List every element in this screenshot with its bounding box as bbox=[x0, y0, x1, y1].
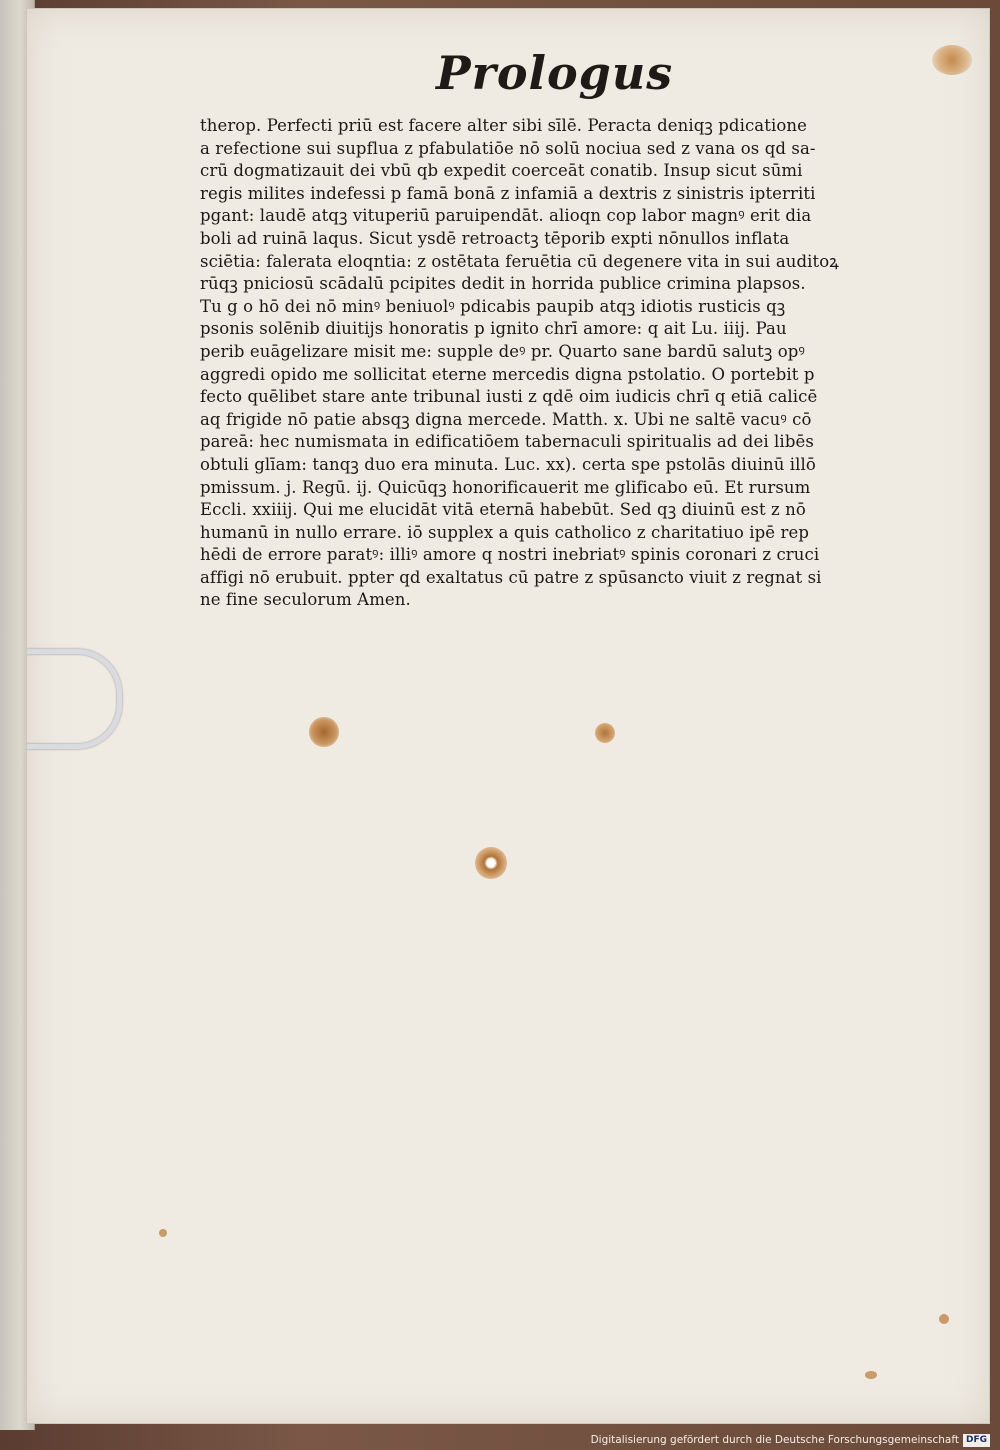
text-line: pmissum. j. Regū. ij. Quicūqꝫ honorificauerit me glificabo eū. Et rursum bbox=[200, 477, 811, 497]
text-line: pareā: hec numismata in edificatiōem tabernaculi spiritualis ad dei libēs bbox=[200, 432, 814, 452]
paper-clip bbox=[26, 649, 122, 749]
text-line: obtuli glīam: tanqꝫ duo era minuta. Luc. xx). certa spe pstolās diuinū illō bbox=[200, 454, 816, 474]
text-line: rūqꝫ pniciosū scādalū pcipites dedit in horrida publice crimina plapsos. bbox=[200, 274, 806, 294]
foxing-spot bbox=[939, 1314, 949, 1324]
text-line: ne fine seculorum Amen. bbox=[200, 590, 411, 610]
text-line: sciētia: falerata eloqntia: z ostētata feruētia cū degenere vita in sui auditoꝝ bbox=[200, 251, 839, 271]
text-line: crū dogmatizauit dei vbū qb expedit coerceāt conatib. Insup sicut sūmi bbox=[200, 161, 803, 181]
text-line: psonis solēnib diuitijs honoratis p ignito chrī amore: q ait Lu. iiij. Pau bbox=[200, 319, 787, 339]
text-block bbox=[200, 115, 912, 612]
foxing-spot bbox=[159, 1229, 167, 1237]
foxing-spot bbox=[865, 1371, 877, 1379]
text-line: humanū in nullo errare. iō supplex a quis catholico z charitatiuo ipē rep bbox=[200, 522, 810, 542]
credit-text: Digitalisierung gefördert durch die Deutsche Forschungsgemeinschaft bbox=[590, 1434, 959, 1446]
text-line: Eccli. xxiiij. Qui me elucidāt vitā eternā habebūt. Sed qꝫ diuinū est z nō bbox=[200, 500, 806, 520]
foxing-stain bbox=[932, 45, 972, 75]
text-line: fecto quēlibet stare ante tribunal iusti z qdē oim iudicis chrī q etiā calicē bbox=[200, 387, 818, 407]
text-line: boli ad ruinā laqus. Sicut ysdē retroactꝫ tēporib expti nōnullos inflata bbox=[200, 228, 790, 248]
text-line: pgant: laudē atqꝫ vituperiū paruipendāt. alioqn cop labor magnꝰ erit dia bbox=[200, 206, 812, 226]
text-line: aggredi opido me sollicitat eterne mercedis digna pstolatio. O portebit p bbox=[200, 364, 815, 384]
page-title: Prologus bbox=[436, 46, 674, 100]
digitization-credit bbox=[591, 1432, 990, 1448]
text-line: Tu g o hō dei nō minꝰ beniuolꝰ pdicabis paupib atqꝫ idiotis rusticis qꝫ bbox=[200, 296, 786, 316]
text-line: therop. Perfecti priū est facere alter sibi sīlē. Peracta deniqꝫ pdicatione bbox=[200, 116, 807, 135]
foxing-stain bbox=[595, 723, 615, 743]
text-line: hēdi de errore paratꝰ: illiꝰ amore q nostri inebriatꝰ spinis coronari z cruci bbox=[200, 545, 820, 565]
foxing-stain bbox=[309, 717, 339, 747]
text-line: regis milites indefessi p famā bonā z infamiā a dextris z sinistris ipterriti bbox=[200, 183, 816, 203]
foxing-stain-hole bbox=[475, 847, 507, 879]
dfg-logo: DFG bbox=[963, 1434, 990, 1447]
text-line: affigi nō erubuit. ppter qd exaltatus cū patre z spūsancto viuit z regnat si bbox=[200, 567, 822, 587]
text-line: a refectione sui supflua z pfabulatiōe nō solū nociua sed z vana os qd sa- bbox=[200, 138, 816, 158]
text-line: aq frigide nō patie absqꝫ digna mercede. Matth. x. Ubi ne saltē vacuꝰ cō bbox=[200, 409, 812, 429]
text-line: perib euāgelizare misit me: supple deꝰ pr. Quarto sane bardū salutꝫ opꝰ bbox=[200, 341, 805, 361]
